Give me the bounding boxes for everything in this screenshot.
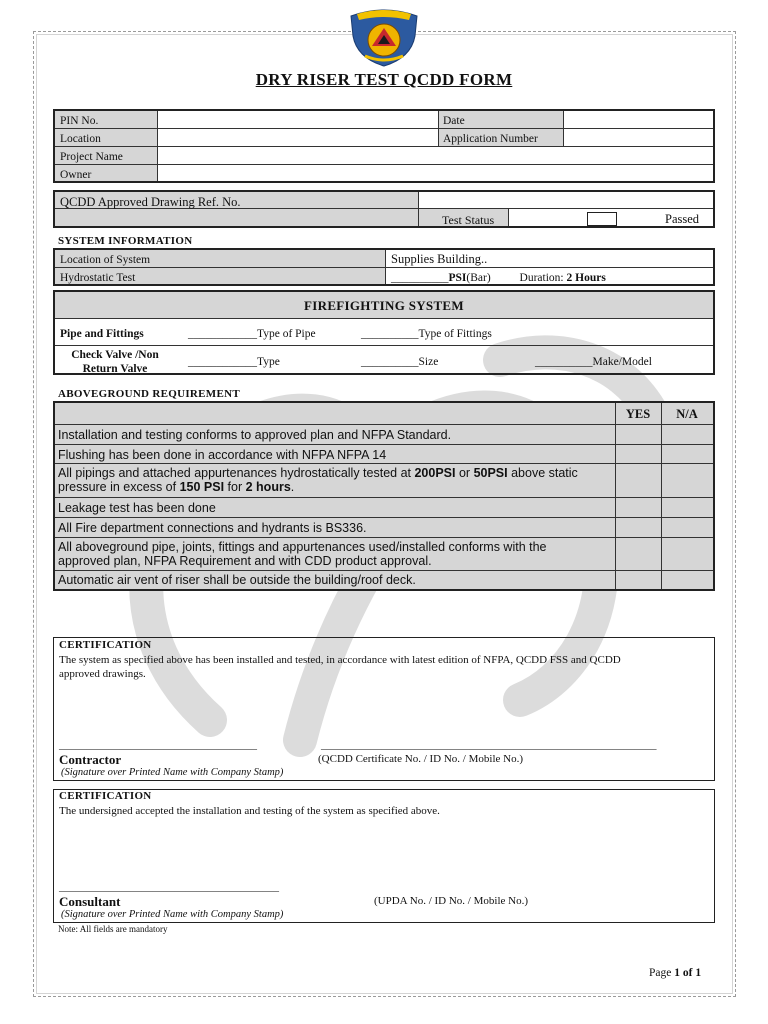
approved-drawing-label: QCDD Approved Drawing Ref. No. [60,195,241,209]
req7-na-cell[interactable] [662,571,713,589]
requirement-row-2: Flushing has been done in accordance with NFPA NFPA 14 [58,448,387,462]
contractor-id-label: (QCDD Certificate No. / ID No. / Mobile No.) [318,753,523,765]
requirement-row-3: All pipings and attached appurtenances hydrostatically tested at 200PSI or 50PSI above static pressure in excess of 150 PSI for 2 hours. [58,466,578,494]
approved-drawing-field[interactable] [419,192,713,208]
location-label: Location [60,133,101,145]
contractor-signature-line[interactable]: ____________________________________ [59,739,257,751]
consultant-certification-text: The undersigned accepted the installation and testing of the system as specified above. [59,805,440,817]
req3-na-cell[interactable] [662,464,713,497]
req5-yes-cell[interactable] [616,518,661,537]
requirement-row-5: All Fire department connections and hydrants is BS336. [58,521,367,535]
civil-defence-emblem-icon [345,6,423,68]
contractor-id-line[interactable]: _____________________________________________________________ [321,739,657,751]
contractor-role-label: Contractor [59,752,122,767]
date-label: Date [443,115,465,127]
pin-label: PIN No. [60,115,99,127]
aboveground-requirement-heading: ABOVEGROUND REQUIREMENT [58,388,240,400]
passed-checkbox[interactable] [587,212,617,226]
requirement-row-6: All aboveground pipe, joints, fittings and appurtenances used/installed conforms with the approved plan, NFPA Requirement and with CDD product approval. [58,540,547,568]
hydrostatic-test-value[interactable]: __________PSI(Bar) Duration: 2 Hours [391,272,606,284]
location-of-system-label: Location of System [60,254,151,266]
date-field[interactable] [564,111,713,128]
requirement-row-1: Installation and testing conforms to approved plan and NFPA Standard. [58,428,452,442]
consultant-signature-line[interactable]: ________________________________________ [59,881,279,893]
req4-yes-cell[interactable] [616,498,661,517]
pipe-and-fittings-label: Pipe and Fittings [60,328,144,340]
req2-yes-cell[interactable] [616,445,661,463]
consultant-id-label: (UPDA No. / ID No. / Mobile No.) [374,895,528,907]
check-valve-label: Check Valve /Non Return Valve [71,349,159,375]
req2-na-cell[interactable] [662,445,713,463]
system-information-heading: SYSTEM INFORMATION [58,235,193,247]
application-number-label: Application Number [443,133,538,145]
application-number-field[interactable] [564,129,713,146]
consultant-role-label: Consultant [59,894,121,909]
pin-field[interactable] [158,111,438,128]
mandatory-note: Note: All fields are mandatory [58,924,168,934]
test-status-label: Test Status [442,213,495,227]
firefighting-system-heading: FIREFIGHTING SYSTEM [304,298,464,313]
owner-field[interactable] [158,165,713,181]
owner-label: Owner [60,169,92,181]
hydrostatic-test-label: Hydrostatic Test [60,272,136,284]
check-valve-type-field[interactable]: ____________Type [188,356,280,368]
req6-na-cell[interactable] [662,538,713,570]
req7-yes-cell[interactable] [616,571,661,589]
req5-na-cell[interactable] [662,518,713,537]
req4-na-cell[interactable] [662,498,713,517]
na-column-header: N/A [676,407,698,421]
yes-column-header: YES [625,407,651,421]
check-valve-make-field[interactable]: __________Make/Model [535,356,652,368]
project-name-field[interactable] [158,147,713,164]
contractor-certification-heading: CERTIFICATION [59,639,152,651]
req1-na-cell[interactable] [662,425,713,444]
page-number: Page 1 of 1 [649,967,702,979]
contractor-signature-note: (Signature over Printed Name with Company Stamp) [61,767,284,778]
consultant-signature-note: (Signature over Printed Name with Company Stamp) [61,909,284,920]
req1-yes-cell[interactable] [616,425,661,444]
contractor-certification-text: The system as specified above has been installed and tested, in accordance with latest edition of NFPA, QCDD FSS and QCDD approved drawings. [59,654,621,680]
requirement-row-7: Automatic air vent of riser shall be outside the building/roof deck. [58,573,416,587]
req3-yes-cell[interactable] [616,464,661,497]
project-name-label: Project Name [60,151,123,163]
passed-label: Passed [665,212,700,226]
check-valve-size-field[interactable]: __________Size [361,356,439,368]
requirement-row-4: Leakage test has been done [58,501,216,515]
type-of-fittings-field[interactable]: __________Type of Fittings [361,328,492,340]
req6-yes-cell[interactable] [616,538,661,570]
location-of-system-value[interactable]: Supplies Building.. [391,252,488,266]
type-of-pipe-field[interactable]: ____________Type of Pipe [188,328,316,340]
location-field[interactable] [158,129,438,146]
consultant-certification-heading: CERTIFICATION [59,790,152,802]
form-title: DRY RISER TEST QCDD FORM [255,70,513,89]
